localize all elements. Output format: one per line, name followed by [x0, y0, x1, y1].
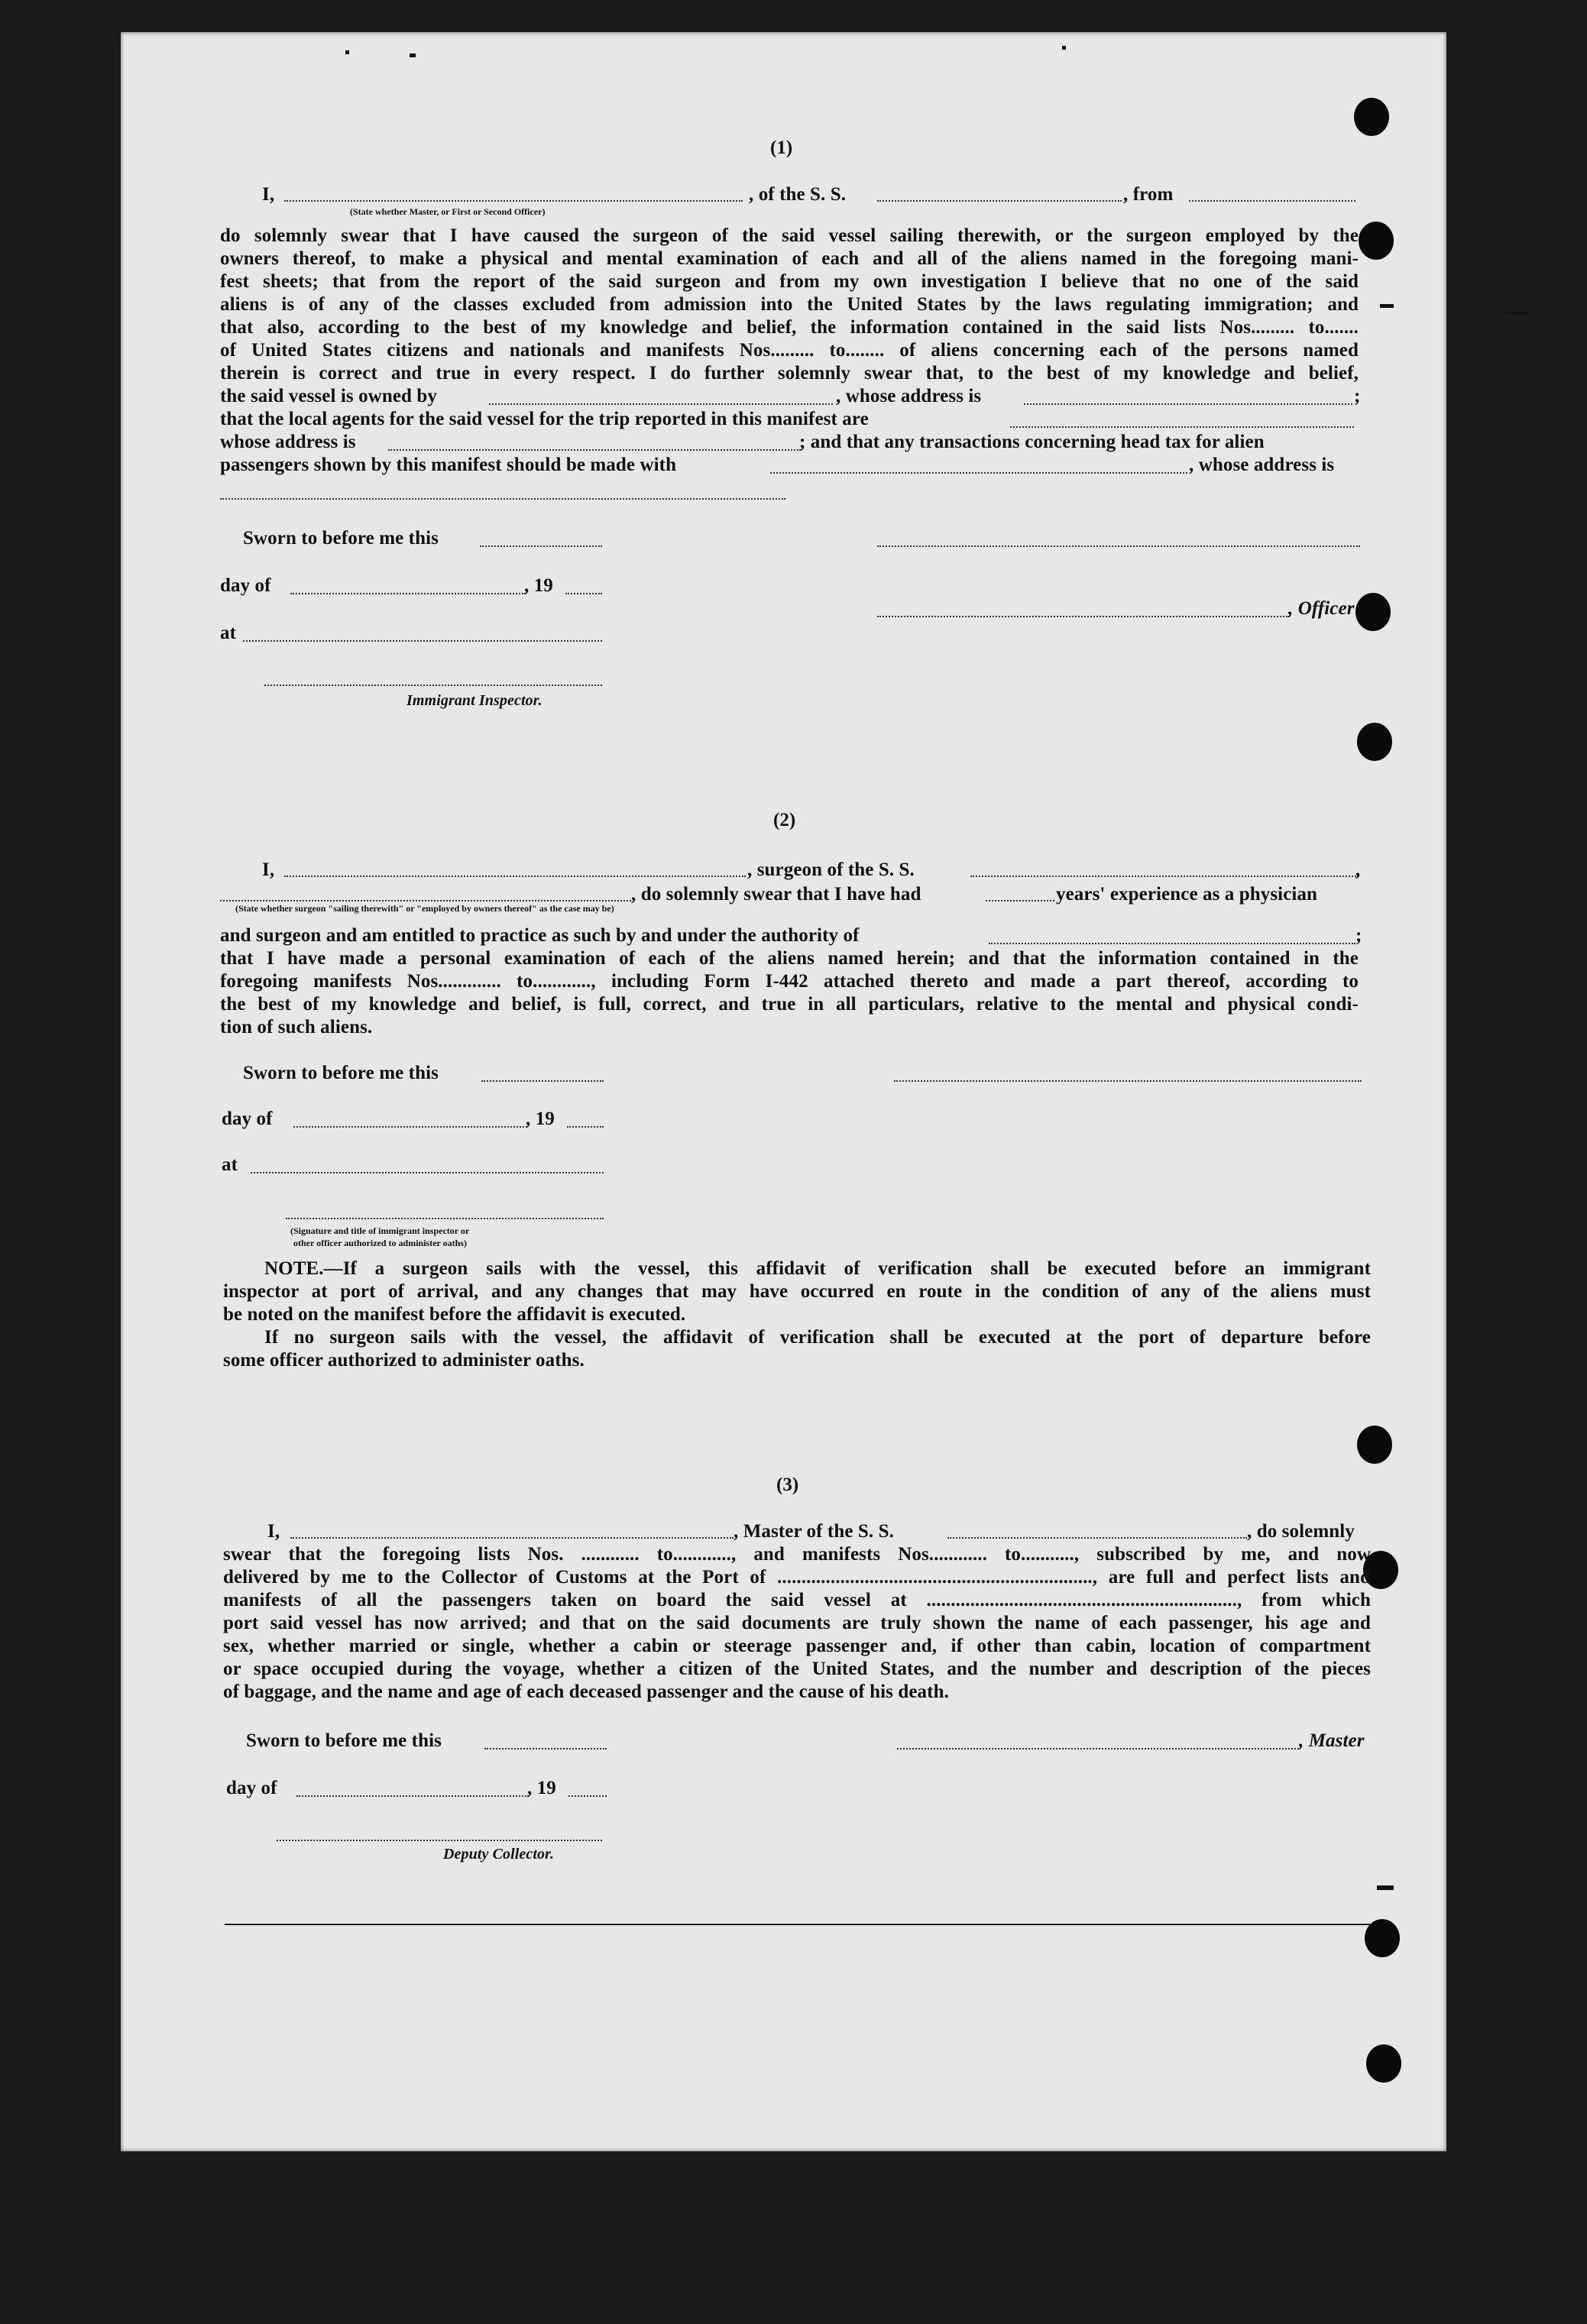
s3-master-signature-blank	[897, 1748, 1299, 1749]
s3-sworn-blank	[484, 1748, 607, 1749]
s2-body-line: tion of such aliens.	[220, 1017, 373, 1037]
s1-line1-i: I,	[262, 184, 275, 205]
s1-body-line: therein is correct and true in every respect. I do further solemnly swear that, to the best of my knowledge and belief,	[220, 363, 1359, 384]
s1-sworn: Sworn to before me this	[243, 528, 439, 549]
s3-body-line: or space occupied during the voyage, whether a citizen of the United States, and the number and description of the pieces	[223, 1659, 1371, 1679]
s1-rank-blank	[284, 200, 743, 202]
s1-owner-blank	[489, 403, 833, 405]
s2-sig-note-1: (Signature and title of immigrant inspector or	[290, 1225, 470, 1236]
s1-local-agents: that the local agents for the said vessel for the trip reported in this manifest are	[220, 409, 869, 429]
s3-body-line: delivered by me to the Collector of Customs at the Port of ................................................................., are full and perfect lists and	[223, 1567, 1371, 1588]
s1-owner-address-blank	[1024, 403, 1352, 405]
s1-from-blank	[1189, 200, 1355, 202]
s3-body-line: port said vessel has now arrived; and that on the said documents are truly shown the name of each passenger, his age and	[223, 1613, 1371, 1633]
s1-line1-from: , from	[1123, 184, 1174, 205]
s3-collector-blank	[277, 1840, 602, 1841]
s3-vessel-blank	[947, 1537, 1247, 1539]
s1-headtax-address-blank	[220, 498, 785, 500]
s2-at-blank	[251, 1172, 604, 1173]
s2-note-line: NOTE.—If a surgeon sails with the vessel, this affidavit of verification shall be executed before an immigrant	[264, 1258, 1371, 1279]
s3-day-of: day of	[226, 1778, 277, 1798]
s3-day-blank	[296, 1795, 529, 1797]
s2-note-line: be noted on the manifest before the affidavit is executed.	[223, 1304, 686, 1325]
s1-body-line: do solemnly swear that I have caused the surgeon of the said vessel sailing therewith, or the surgeon employed by the	[220, 225, 1359, 246]
s2-note-line: If no surgeon sails with the vessel, the affidavit of verification shall be executed at the port of departure before	[264, 1327, 1371, 1348]
s2-body-line: foregoing manifests Nos............. to............, including Form I-442 attached thereto and made a part thereof, according to	[220, 971, 1359, 992]
s3-body-line: manifests of all the passengers taken on board the said vessel at ................................................................, from which	[223, 1590, 1371, 1610]
s2-comma: ,	[1355, 859, 1361, 880]
section-2-number: (2)	[773, 810, 796, 830]
s2-body-line: the best of my knowledge and belief, is full, correct, and true in all particulars, relative to the mental and physical condi-	[220, 994, 1359, 1015]
s1-body-line: of United States citizens and nationals and manifests Nos......... to........ of aliens concerning each of the persons named	[220, 340, 1359, 361]
speck	[1505, 312, 1528, 314]
s1-inspector-blank	[264, 685, 602, 686]
section-1-number: (1)	[770, 138, 793, 158]
s3-deputy-collector: Deputy Collector.	[443, 1846, 555, 1863]
s3-master: , Master	[1299, 1730, 1365, 1751]
s1-day-of: day of	[220, 575, 271, 596]
s3-sworn: Sworn to before me this	[246, 1730, 442, 1751]
s2-year: , 19	[526, 1109, 555, 1129]
s2-name-blank	[284, 876, 746, 877]
s1-at-blank	[243, 640, 602, 642]
s1-body-line: aliens is of any of the classes excluded from admission into the United States by the laws regulating immigration; and	[220, 294, 1359, 315]
s3-body-line: of baggage, and the name and age of each deceased passenger and the cause of his death.	[223, 1682, 949, 1702]
s1-agents-address-blank	[388, 449, 801, 451]
s2-surgeon-signature-blank	[894, 1080, 1362, 1082]
s2-authority: and surgeon and am entitled to practice as such by and under the authority of	[220, 925, 860, 946]
s1-head-tax: ; and that any transactions concerning head tax for alien	[799, 432, 1265, 452]
s3-year-blank	[568, 1795, 607, 1797]
s3-master-name-blank	[290, 1537, 734, 1539]
binder-hole	[1354, 98, 1389, 136]
s2-note-line: inspector at port of arrival, and any changes that may have occurred en route in the condition of any of the aliens must	[223, 1281, 1371, 1302]
s2-note-line: some officer authorized to administer oaths.	[223, 1350, 585, 1371]
s2-status-note: (State whether surgeon "sailing therewith" or "employed by owners thereof" as the case may be)	[235, 903, 614, 914]
s2-authority-blank	[989, 943, 1355, 944]
s2-day-blank	[293, 1126, 527, 1128]
binder-hole	[1359, 222, 1394, 260]
s1-whose-address-2: whose address is	[220, 432, 356, 452]
s2-swear: , do solemnly swear that I have had	[631, 884, 921, 905]
binder-hole	[1366, 2044, 1401, 2083]
s2-year-blank	[567, 1126, 604, 1128]
s1-day-blank	[290, 593, 526, 594]
s1-passengers: passengers shown by this manifest should be made with	[220, 455, 677, 475]
binder-hole	[1357, 1426, 1392, 1464]
s1-at: at	[220, 623, 237, 643]
speck	[410, 53, 416, 57]
s1-body-line: owners thereof, to make a physical and mental examination of each and all of the aliens named in the foregoing mani-	[220, 248, 1359, 269]
s1-headtax-blank	[770, 472, 1187, 474]
binder-hole	[1357, 723, 1392, 761]
binder-hole	[1355, 593, 1391, 631]
s1-line1-of-ss: , of the S. S.	[749, 184, 847, 205]
s1-officer-title-blank	[877, 616, 1290, 617]
s1-inspector: Immigrant Inspector.	[406, 692, 542, 709]
speck	[345, 50, 349, 54]
s1-vessel-blank	[877, 200, 1122, 202]
s2-sig-note-2: other officer authorized to administer oaths)	[293, 1238, 467, 1248]
speck	[1380, 304, 1394, 308]
s3-do-solemnly: , do solemnly	[1247, 1521, 1355, 1542]
s1-owned-by: the said vessel is owned by	[220, 386, 437, 406]
s1-body-line: that also, according to the best of my knowledge and belief, the information contained in the said lists Nos......... to.......	[220, 317, 1359, 338]
section-3-number: (3)	[776, 1474, 799, 1495]
s1-semicolon: ;	[1354, 386, 1361, 406]
s2-years: years' experience as a physician	[1056, 884, 1318, 905]
s1-year: , 19	[524, 575, 553, 596]
s1-sworn-blank	[480, 545, 602, 547]
s2-sworn-blank	[481, 1080, 604, 1082]
s2-body-line: that I have made a personal examination of each of the aliens named herein; and that the information contained in the	[220, 948, 1359, 969]
speck	[1377, 1885, 1394, 1890]
speck	[1062, 46, 1066, 50]
s2-sworn: Sworn to before me this	[243, 1063, 439, 1083]
bottom-rule	[225, 1924, 1372, 1925]
s2-day-of: day of	[222, 1109, 273, 1129]
s1-year-blank	[565, 593, 602, 594]
s2-status-blank	[220, 900, 631, 901]
s2-at: at	[222, 1154, 238, 1175]
s1-body-line: fest sheets; that from the report of the said surgeon and from my own investigation I believe that no one of the said	[220, 271, 1359, 292]
s1-whose-address: , whose address is	[836, 386, 982, 406]
s1-officer: , Officer	[1288, 598, 1355, 619]
s2-surgeon-of: , surgeon of the S. S.	[747, 859, 915, 880]
s1-whose-address-3: , whose address is	[1189, 455, 1335, 475]
s3-line1-i: I,	[267, 1521, 280, 1542]
s3-year: , 19	[527, 1778, 556, 1798]
s3-body-line: sex, whether married or single, whether a cabin or steerage passenger and, if other than cabin, location of compartment	[223, 1636, 1371, 1656]
s1-officer-signature-blank	[877, 545, 1360, 547]
s1-agents-blank	[1010, 426, 1354, 428]
s2-inspector-blank	[286, 1218, 604, 1219]
s3-master-of: , Master of the S. S.	[734, 1521, 894, 1542]
s3-body-line: swear that the foregoing lists Nos. ............ to............, and manifests Nos............ to..........., subscribed by me, and now	[223, 1544, 1371, 1565]
s2-line1-i: I,	[262, 859, 275, 880]
s2-years-blank	[986, 900, 1054, 901]
s2-vessel-blank	[970, 876, 1359, 877]
s1-rank-note: (State whether Master, or First or Second Officer)	[350, 206, 546, 217]
s2-semicolon: ;	[1355, 925, 1362, 946]
